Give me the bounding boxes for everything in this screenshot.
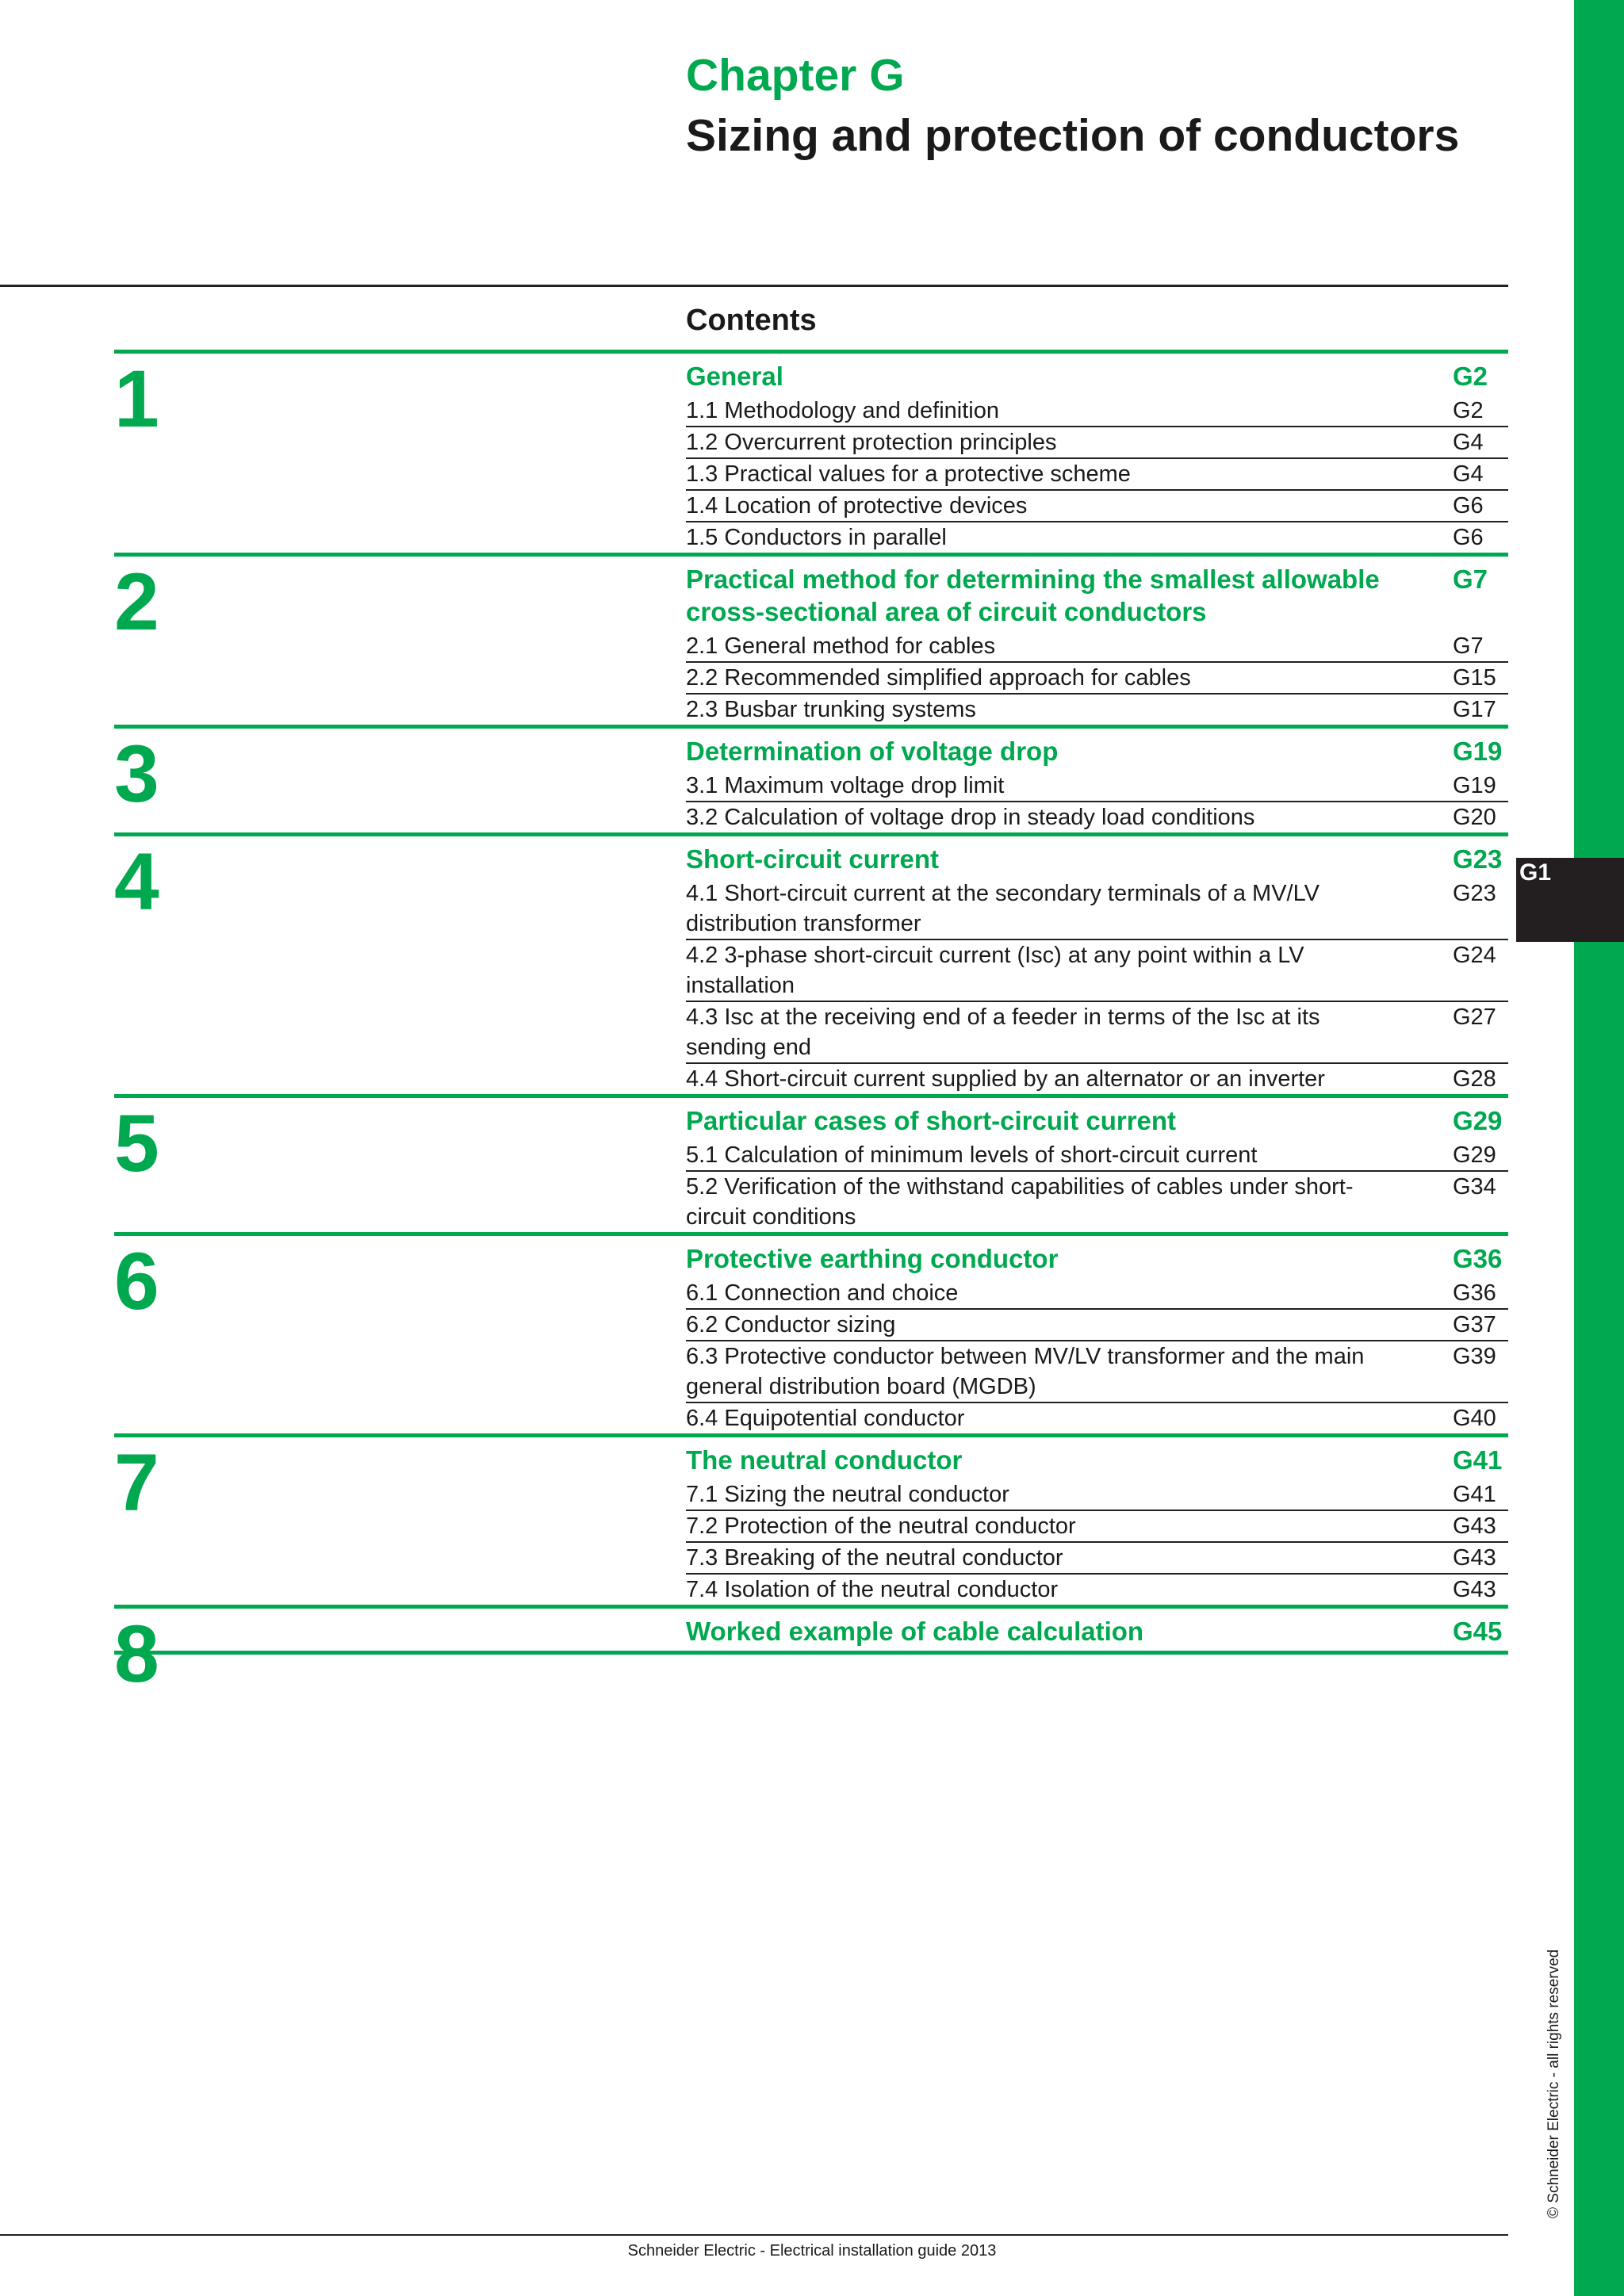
toc-entry[interactable] bbox=[686, 1543, 1508, 1575]
section-number: 5 bbox=[114, 1098, 159, 1188]
toc-entry[interactable] bbox=[686, 459, 1508, 491]
entry-title: 1.5 Conductors in parallel bbox=[686, 525, 947, 550]
entry-title: 1.2 Overcurrent protection principles bbox=[686, 430, 1057, 455]
entry-page-ref: G41 bbox=[1453, 1482, 1496, 1507]
section-heading-row[interactable] bbox=[686, 1615, 1508, 1651]
entry-title: 3.2 Calculation of voltage drop in steady load conditions bbox=[686, 805, 1255, 830]
toc-entry[interactable] bbox=[686, 802, 1508, 832]
entry-page-ref: G43 bbox=[1453, 1545, 1496, 1571]
entry-title: 2.3 Busbar trunking systems bbox=[686, 697, 976, 722]
section-number: 3 bbox=[114, 729, 159, 819]
entry-page-ref: G29 bbox=[1453, 1142, 1496, 1168]
toc-entry[interactable] bbox=[686, 396, 1508, 427]
toc-entry[interactable] bbox=[686, 1310, 1508, 1341]
toc-section bbox=[114, 1433, 1508, 1605]
toc-entry[interactable] bbox=[686, 1278, 1508, 1310]
entry-page-ref: G37 bbox=[1453, 1312, 1496, 1337]
section-title: Particular cases of short-circuit current bbox=[686, 1106, 1177, 1135]
section-page-ref: G23 bbox=[1453, 844, 1503, 874]
toc-entry[interactable] bbox=[686, 1064, 1508, 1094]
toc-entry[interactable] bbox=[686, 1172, 1508, 1232]
section-title: The neutral conductor bbox=[686, 1445, 963, 1475]
section-heading-row[interactable] bbox=[686, 1444, 1508, 1479]
section-title: Determination of voltage drop bbox=[686, 737, 1059, 766]
entry-page-ref: G43 bbox=[1453, 1577, 1496, 1602]
toc-entry[interactable] bbox=[686, 771, 1508, 802]
entry-title: 3.1 Maximum voltage drop limit bbox=[686, 773, 1005, 798]
entry-title: 2.2 Recommended simplified approach for cables bbox=[686, 665, 1191, 691]
section-page-ref: G36 bbox=[1453, 1244, 1503, 1273]
toc-entry[interactable] bbox=[686, 1140, 1508, 1172]
side-accent-bar bbox=[1574, 0, 1624, 2296]
chapter-label: Chapter G bbox=[686, 50, 905, 101]
section-page-ref: G45 bbox=[1453, 1617, 1503, 1646]
header-divider bbox=[0, 285, 1508, 287]
entry-page-ref: G19 bbox=[1453, 773, 1496, 798]
section-number: 2 bbox=[114, 557, 159, 647]
entry-title: 7.4 Isolation of the neutral conductor bbox=[686, 1577, 1059, 1602]
toc-section bbox=[114, 1605, 1508, 1699]
section-number: 7 bbox=[114, 1437, 159, 1528]
toc-entry[interactable] bbox=[686, 522, 1508, 553]
section-title: Short-circuit current bbox=[686, 844, 940, 874]
page-footer: Schneider Electric - Electrical installation guide 2013 bbox=[627, 2242, 997, 2260]
entry-title: 2.1 General method for cables bbox=[686, 633, 996, 659]
section-title: General bbox=[686, 362, 783, 391]
toc-entry[interactable] bbox=[686, 1511, 1508, 1543]
entry-page-ref: G27 bbox=[1453, 1004, 1496, 1030]
entry-page-ref: G28 bbox=[1453, 1066, 1496, 1092]
toc-section bbox=[114, 553, 1508, 725]
contents-heading: Contents bbox=[686, 304, 817, 337]
section-number: 1 bbox=[114, 354, 159, 444]
entry-title: 7.1 Sizing the neutral conductor bbox=[686, 1482, 1009, 1507]
entry-title: 4.2 3-phase short-circuit current (Isc) at any point within a LV installation bbox=[686, 943, 1304, 998]
section-number: 4 bbox=[114, 836, 159, 927]
entry-page-ref: G20 bbox=[1453, 805, 1496, 830]
entry-title: 5.1 Calculation of minimum levels of short-circuit current bbox=[686, 1142, 1258, 1168]
toc-entry[interactable] bbox=[686, 491, 1508, 522]
section-heading-row[interactable] bbox=[686, 1104, 1508, 1140]
toc-section bbox=[114, 1232, 1508, 1433]
toc-section bbox=[114, 350, 1508, 553]
toc-entry[interactable] bbox=[686, 1341, 1508, 1403]
section-page-ref: G41 bbox=[1453, 1445, 1503, 1475]
toc-entry[interactable] bbox=[686, 1403, 1508, 1433]
entry-title: 6.4 Equipotential conductor bbox=[686, 1406, 965, 1431]
entry-page-ref: G15 bbox=[1453, 665, 1496, 691]
toc-entry[interactable] bbox=[686, 940, 1508, 1002]
entry-page-ref: G40 bbox=[1453, 1406, 1496, 1431]
entry-page-ref: G39 bbox=[1453, 1344, 1496, 1369]
copyright-notice: © Schneider Electric - all rights reserved bbox=[1545, 1949, 1562, 2218]
section-heading-row[interactable] bbox=[686, 843, 1508, 878]
section-page-ref: G2 bbox=[1453, 362, 1488, 391]
chapter-title: Sizing and protection of conductors bbox=[686, 110, 1460, 161]
toc-section bbox=[114, 725, 1508, 832]
entry-title: 4.4 Short-circuit current supplied by an alternator or an inverter bbox=[686, 1066, 1325, 1092]
entry-title: 1.1 Methodology and definition bbox=[686, 398, 1000, 423]
entry-page-ref: G23 bbox=[1453, 881, 1496, 906]
entry-title: 5.2 Verification of the withstand capabilities of cables under short-circuit conditions bbox=[686, 1174, 1354, 1230]
section-page-ref: G7 bbox=[1453, 564, 1488, 594]
entry-title: 7.2 Protection of the neutral conductor bbox=[686, 1513, 1076, 1539]
entry-page-ref: G4 bbox=[1453, 461, 1484, 487]
section-heading-row[interactable] bbox=[686, 1242, 1508, 1278]
toc-entry[interactable] bbox=[686, 695, 1508, 725]
entry-title: 1.4 Location of protective devices bbox=[686, 493, 1028, 519]
entry-title: 6.3 Protective conductor between MV/LV transformer and the main general distribution board (MGDB) bbox=[686, 1344, 1365, 1399]
entry-page-ref: G17 bbox=[1453, 697, 1496, 722]
section-heading-row[interactable] bbox=[686, 563, 1508, 631]
entry-page-ref: G7 bbox=[1453, 633, 1484, 659]
section-title: Worked example of cable calculation bbox=[686, 1617, 1144, 1646]
section-number: 8 bbox=[114, 1609, 159, 1699]
toc-section bbox=[114, 832, 1508, 1094]
section-title: Protective earthing conductor bbox=[686, 1244, 1059, 1273]
footer-divider bbox=[0, 2234, 1508, 2236]
toc-entry[interactable] bbox=[686, 631, 1508, 663]
entry-title: 4.1 Short-circuit current at the secondary terminals of a MV/LV distribution transformer bbox=[686, 881, 1320, 936]
toc-entry[interactable] bbox=[686, 663, 1508, 695]
entry-title: 7.3 Breaking of the neutral conductor bbox=[686, 1545, 1063, 1571]
entry-page-ref: G2 bbox=[1453, 398, 1484, 423]
section-page-ref: G29 bbox=[1453, 1106, 1503, 1135]
toc-entry[interactable] bbox=[686, 427, 1508, 459]
entry-page-ref: G43 bbox=[1453, 1513, 1496, 1539]
entry-page-ref: G4 bbox=[1453, 430, 1484, 455]
toc-section bbox=[114, 1094, 1508, 1232]
page-number-tab: G1 bbox=[1516, 858, 1624, 942]
entry-page-ref: G6 bbox=[1453, 525, 1484, 550]
section-heading-row[interactable] bbox=[686, 360, 1508, 396]
entry-title: 6.2 Conductor sizing bbox=[686, 1312, 896, 1337]
toc-entry[interactable] bbox=[686, 1002, 1508, 1064]
section-number: 6 bbox=[114, 1236, 159, 1326]
entry-title: 4.3 Isc at the receiving end of a feeder in terms of the Isc at its sending end bbox=[686, 1004, 1320, 1060]
entry-page-ref: G24 bbox=[1453, 943, 1496, 968]
toc-entry[interactable] bbox=[686, 1575, 1508, 1605]
section-heading-row[interactable] bbox=[686, 735, 1508, 771]
toc-entry[interactable] bbox=[686, 1479, 1508, 1511]
entry-page-ref: G36 bbox=[1453, 1280, 1496, 1306]
section-page-ref: G19 bbox=[1453, 737, 1503, 766]
entry-page-ref: G6 bbox=[1453, 493, 1484, 519]
entry-title: 6.1 Connection and choice bbox=[686, 1280, 959, 1306]
toc-entry[interactable] bbox=[686, 878, 1508, 940]
table-of-contents bbox=[114, 350, 1508, 1699]
section-title: Practical method for determining the smallest allowable cross-sectional area of circuit conductors bbox=[686, 564, 1380, 626]
entry-title: 1.3 Practical values for a protective scheme bbox=[686, 461, 1131, 487]
entry-page-ref: G34 bbox=[1453, 1174, 1496, 1200]
